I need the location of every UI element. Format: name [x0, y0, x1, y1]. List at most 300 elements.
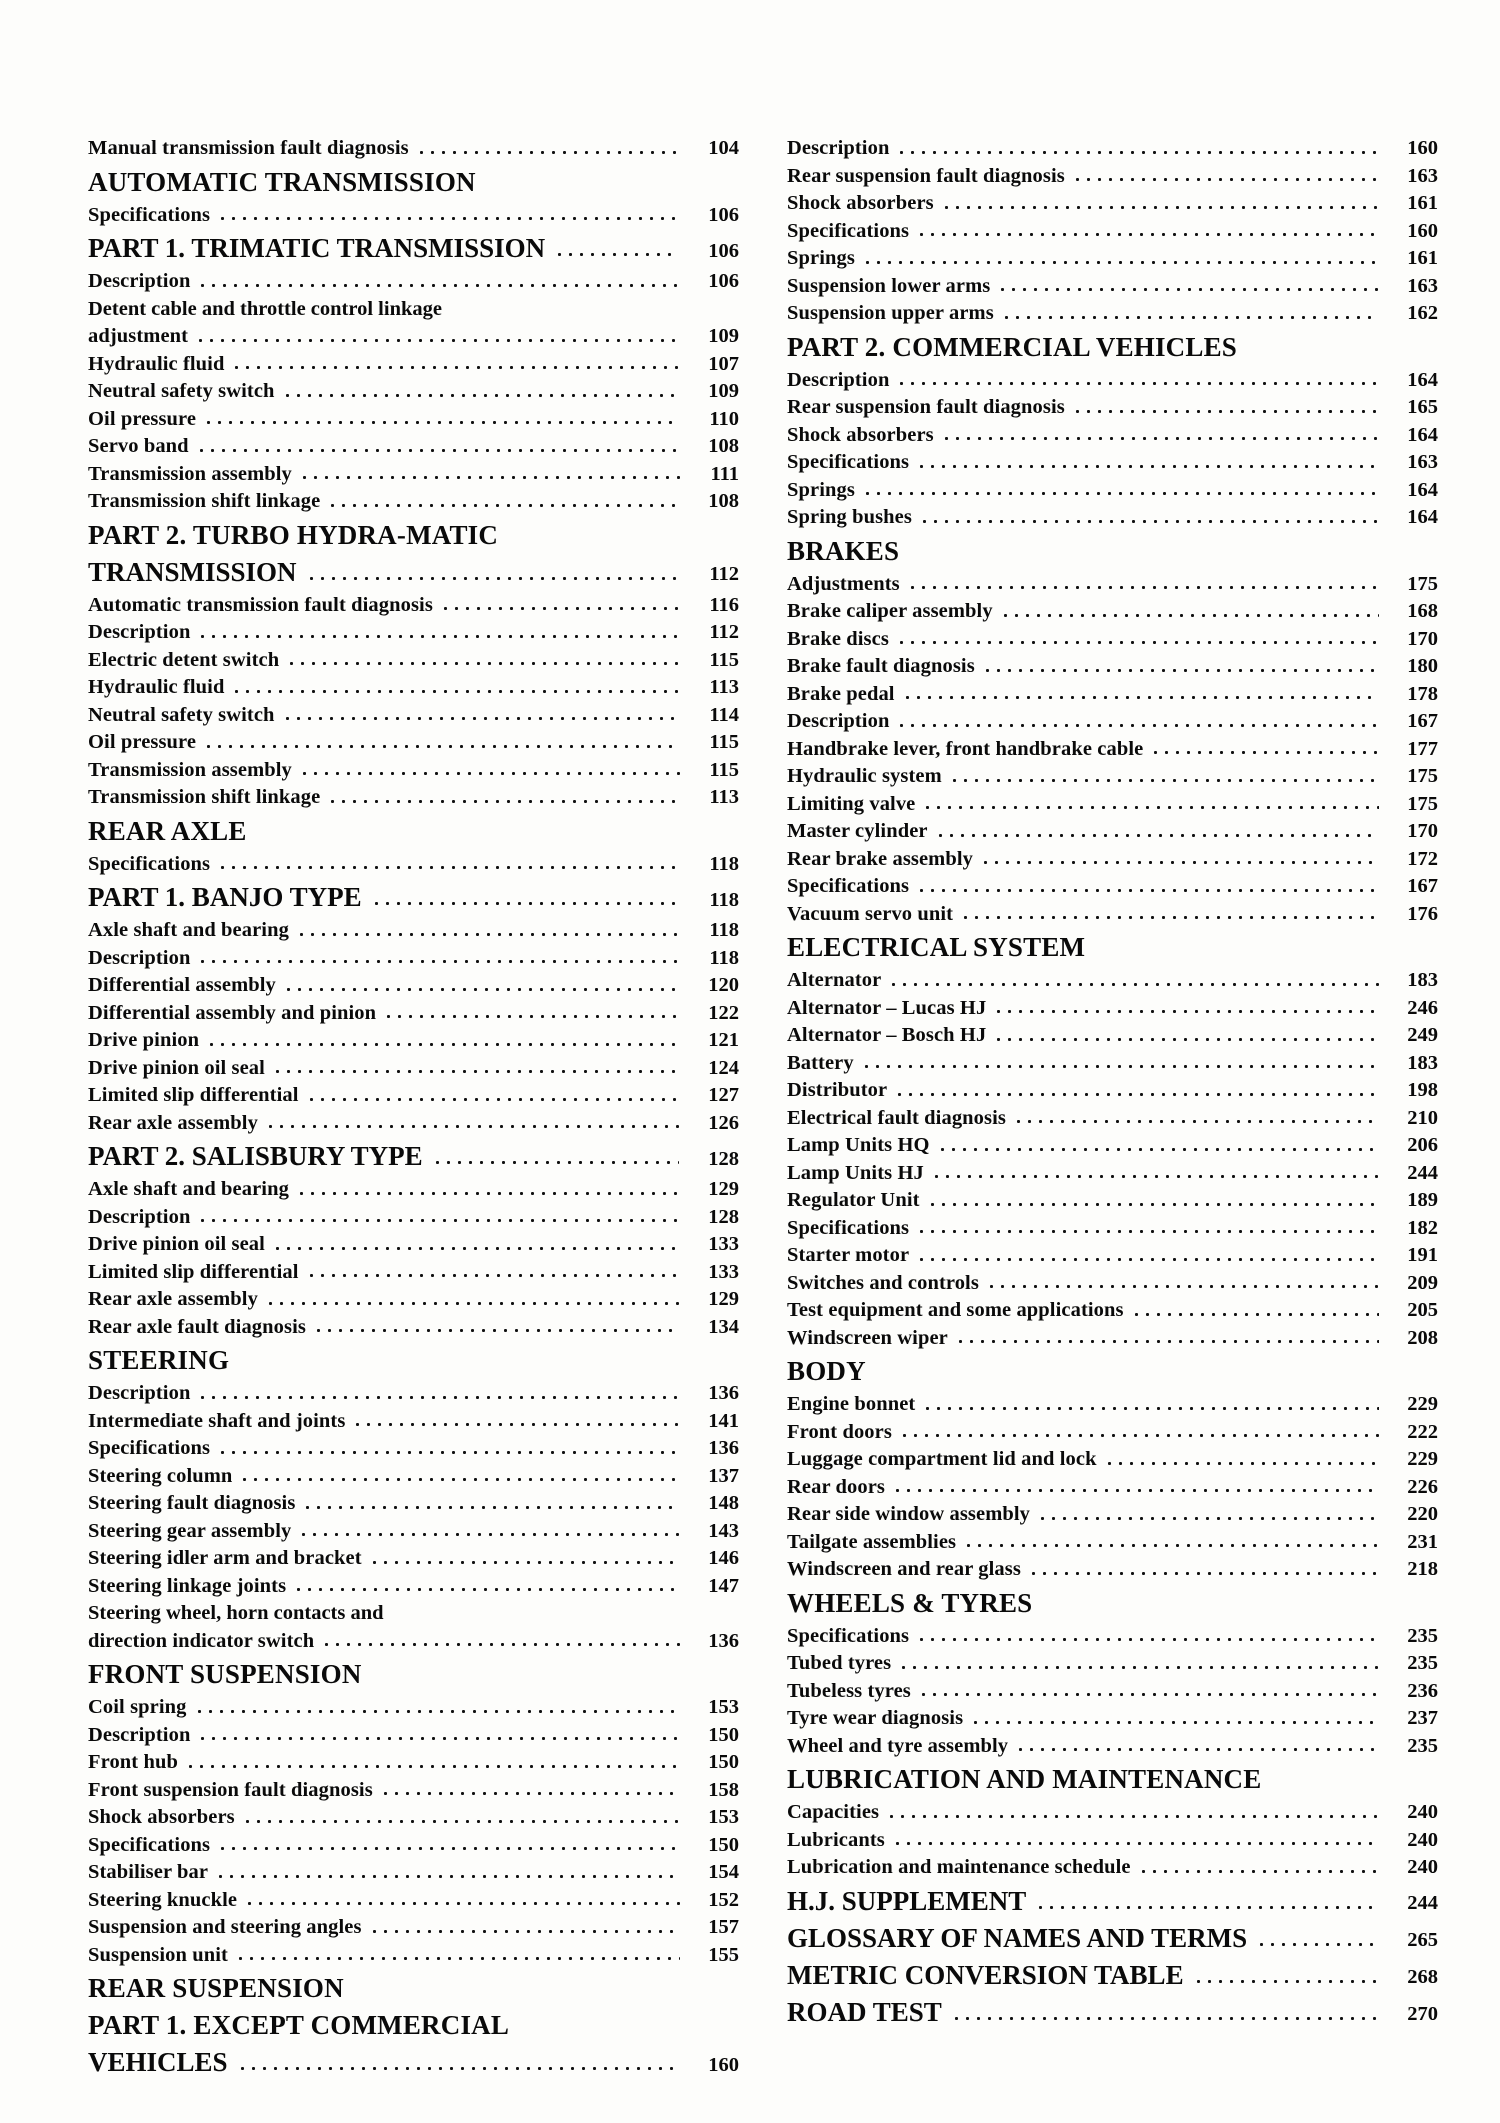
- toc-entry-label: Front hub: [88, 1751, 178, 1773]
- toc-entry[interactable]: [787, 1245, 1438, 1266]
- toc-entry[interactable]: [787, 1273, 1438, 1294]
- toc-entry-label: Handbrake lever, front handbrake cable: [787, 737, 1144, 760]
- dot-leader: [937, 1147, 1379, 1152]
- dot-leader: [369, 1929, 680, 1934]
- toc-entry-page-number: 112: [709, 621, 739, 643]
- toc-entry-label: Distributor: [787, 1079, 888, 1101]
- toc-entry-label: Electric detent switch: [88, 648, 280, 671]
- toc-entry-page-number: 175: [1407, 792, 1438, 815]
- toc-entry-label: Specifications: [787, 875, 910, 897]
- toc-entry[interactable]: [88, 1780, 739, 1801]
- toc-entry[interactable]: [88, 1548, 739, 1569]
- toc-entry[interactable]: [88, 948, 739, 969]
- toc-entry-page-number: 229: [1407, 1393, 1438, 1415]
- toc-entry[interactable]: [787, 507, 1438, 528]
- toc-entry[interactable]: [787, 1163, 1438, 1184]
- toc-entry-page-number: 180: [1407, 655, 1438, 677]
- toc-entry[interactable]: [88, 381, 739, 402]
- toc-heading-entry[interactable]: [88, 884, 739, 911]
- toc-entry[interactable]: [88, 1917, 739, 1938]
- toc-entry[interactable]: [787, 849, 1438, 870]
- toc-entry-label: Shock absorbers: [787, 192, 934, 214]
- toc-entry[interactable]: [787, 794, 1438, 815]
- toc-entry[interactable]: [787, 193, 1438, 214]
- toc-entry[interactable]: [88, 1752, 739, 1773]
- dot-leader: [265, 1301, 680, 1306]
- toc-entry[interactable]: [88, 409, 739, 430]
- section-heading: REAR SUSPENSION: [88, 1973, 344, 2003]
- section-heading: STEERING: [88, 1345, 230, 1375]
- toc-entry-page-number: 108: [708, 490, 739, 512]
- dot-leader: [299, 771, 680, 776]
- toc-entry[interactable]: [88, 1113, 739, 1134]
- section-heading: FRONT SUSPENSION: [88, 1659, 362, 1689]
- toc-entry-label: Windscreen and rear glass: [787, 1558, 1021, 1580]
- toc-heading-entry[interactable]: [88, 235, 739, 262]
- dot-leader: [949, 778, 1379, 783]
- toc-entry[interactable]: [88, 622, 739, 643]
- dot-leader: [1256, 1942, 1378, 1947]
- dot-leader: [1072, 177, 1379, 182]
- toc-entry-page-number: 244: [1407, 1161, 1438, 1184]
- toc-entry-label: Shock absorbers: [787, 423, 934, 446]
- toc-entry-page-number: 118: [709, 888, 739, 911]
- toc-entry-page-number: 129: [708, 1288, 739, 1310]
- toc-entry-page-number: 121: [708, 1029, 739, 1051]
- toc-entry-page-number: 136: [708, 1437, 739, 1459]
- toc-entry-page-number: 118: [709, 946, 739, 969]
- toc-entry[interactable]: [787, 425, 1438, 446]
- dot-leader: [306, 576, 679, 581]
- toc-entry[interactable]: [88, 1807, 739, 1828]
- toc-entry-label: Stabiliser bar: [88, 1861, 209, 1883]
- toc-entry-label: Front suspension fault diagnosis: [88, 1778, 373, 1801]
- toc-entry[interactable]: [88, 1411, 739, 1432]
- toc-entry-page-number: 235: [1407, 1652, 1438, 1674]
- dot-leader: [217, 216, 680, 221]
- toc-entry-page-number: 133: [708, 1233, 739, 1255]
- toc-entry[interactable]: [787, 574, 1438, 595]
- toc-entry-label: Tyre wear diagnosis: [787, 1707, 964, 1729]
- toc-entry-page-number: 154: [708, 1861, 739, 1883]
- toc-entry[interactable]: [787, 221, 1438, 242]
- toc-entry-page-number: 153: [708, 1696, 739, 1718]
- dot-leader: [892, 1841, 1379, 1846]
- dot-leader: [293, 1587, 680, 1592]
- toc-entry-page-number: 164: [1407, 478, 1438, 501]
- dot-leader: [935, 833, 1379, 838]
- toc-entry-page-number: 268: [1407, 1966, 1438, 1988]
- toc-entry-label: Wheel and tyre assembly: [787, 1734, 1009, 1757]
- entry-continuation-line: Detent cable and throttle control linkage: [88, 297, 442, 320]
- toc-entry[interactable]: [88, 1438, 739, 1459]
- toc-entry[interactable]: [88, 1058, 739, 1079]
- toc-entry-page-number: 163: [1407, 164, 1438, 187]
- toc-entry-label: adjustment: [88, 325, 189, 347]
- dot-leader: [197, 1395, 680, 1400]
- toc-entry-page-number: 157: [708, 1916, 739, 1938]
- toc-entry-label: Axle shaft and bearing: [88, 919, 289, 941]
- toc-entry-label: Description: [88, 621, 191, 643]
- toc-entry-page-number: 167: [1407, 875, 1438, 897]
- dot-leader: [899, 1433, 1379, 1438]
- toc-entry[interactable]: [787, 276, 1438, 297]
- toc-entry[interactable]: [88, 1262, 739, 1283]
- toc-entry-label: Starter motor: [787, 1244, 910, 1266]
- toc-entry[interactable]: [88, 138, 739, 159]
- dot-leader: [861, 1064, 1379, 1069]
- toc-entry[interactable]: [88, 1725, 739, 1746]
- toc-entry[interactable]: [787, 766, 1438, 787]
- toc-entry[interactable]: [88, 1862, 739, 1883]
- section-heading: PART 2. TURBO HYDRA-MATIC: [88, 519, 499, 550]
- toc-entry[interactable]: [88, 1030, 739, 1051]
- toc-entry[interactable]: [787, 1736, 1438, 1757]
- toc-entry[interactable]: [88, 1521, 739, 1542]
- toc-entry-page-number: 106: [708, 239, 739, 262]
- dot-leader: [997, 287, 1379, 292]
- toc-entry-page-number: 110: [709, 407, 739, 430]
- toc-entry-page-number: 161: [1407, 247, 1438, 269]
- toc-entry-label: Description: [88, 1382, 191, 1404]
- dot-leader: [239, 1477, 680, 1482]
- dot-leader: [941, 436, 1379, 441]
- toc-entry-label: Tubed tyres: [787, 1652, 892, 1674]
- toc-entry[interactable]: [88, 205, 739, 226]
- toc-entry-label: Lamp Units HQ: [787, 1134, 930, 1156]
- toc-entry-label: Hydraulic system: [787, 765, 942, 787]
- toc-entry[interactable]: [88, 1085, 739, 1106]
- toc-entry-page-number: 124: [708, 1056, 739, 1079]
- toc-entry[interactable]: [88, 1576, 739, 1597]
- toc-entry-page-number: 231: [1407, 1530, 1438, 1553]
- toc-entry-page-number: 113: [709, 676, 739, 698]
- toc-heading-entry[interactable]: [787, 1996, 1438, 2027]
- toc-entry-page-number: 147: [708, 1574, 739, 1597]
- dot-leader: [203, 420, 680, 425]
- toc-entry-label: Specifications: [88, 1833, 211, 1856]
- toc-entry-page-number: 122: [708, 1001, 739, 1024]
- toc-entry[interactable]: [787, 684, 1438, 705]
- dot-leader: [1138, 1869, 1379, 1874]
- dot-leader: [1001, 315, 1379, 320]
- toc-entry-label: Drive pinion: [88, 1029, 200, 1051]
- dot-leader: [922, 1406, 1379, 1411]
- toc-entry[interactable]: [88, 1317, 739, 1338]
- toc-entry-label: Suspension lower arms: [787, 274, 991, 297]
- toc-entry[interactable]: [787, 1218, 1438, 1239]
- toc-entry-label: Brake discs: [787, 627, 889, 650]
- toc-entry[interactable]: [787, 904, 1438, 925]
- toc-entry-page-number: 115: [709, 648, 739, 671]
- toc-entry[interactable]: [787, 1422, 1438, 1443]
- dot-leader: [302, 1505, 680, 1510]
- toc-entry[interactable]: [787, 1830, 1438, 1851]
- toc-entry[interactable]: [787, 1532, 1438, 1553]
- toc-entry-page-number: 170: [1407, 627, 1438, 650]
- toc-entry[interactable]: [787, 1080, 1438, 1101]
- toc-entry[interactable]: [787, 370, 1438, 391]
- toc-entry-label: Regulator Unit: [787, 1189, 920, 1211]
- dot-leader: [197, 283, 680, 288]
- toc-entry-label: Oil pressure: [88, 407, 197, 430]
- toc-entry-page-number: 160: [1407, 137, 1438, 159]
- toc-entry-label: Transmission shift linkage: [88, 490, 321, 512]
- toc-entry-label: Differential assembly and pinion: [88, 1001, 377, 1024]
- toc-entry-page-number: 178: [1407, 682, 1438, 705]
- dot-leader: [1193, 1979, 1378, 1984]
- toc-entry[interactable]: [88, 595, 739, 616]
- dot-leader: [197, 1218, 680, 1223]
- toc-entry-page-number: 150: [708, 1751, 739, 1773]
- toc-entry[interactable]: [88, 1945, 739, 1966]
- toc-entry[interactable]: [88, 491, 739, 512]
- toc-entry[interactable]: [787, 397, 1438, 418]
- toc-entry[interactable]: [787, 656, 1438, 677]
- dot-leader: [440, 606, 680, 611]
- toc-entry[interactable]: [88, 436, 739, 457]
- toc-heading-entry[interactable]: [787, 1959, 1438, 1990]
- toc-entry-page-number: 143: [708, 1519, 739, 1542]
- toc-entry-page-number: 109: [708, 325, 739, 347]
- toc-entry[interactable]: [787, 1449, 1438, 1470]
- toc-entry[interactable]: [88, 854, 739, 875]
- toc-entry-page-number: 141: [708, 1409, 739, 1432]
- toc-entry[interactable]: [787, 138, 1438, 159]
- dot-leader: [927, 1202, 1379, 1207]
- toc-entry-label: Vacuum servo unit: [787, 902, 954, 925]
- toc-entry-label: PART 1. TRIMATIC TRANSMISSION: [88, 233, 546, 263]
- toc-entry-label: TRANSMISSION: [88, 556, 297, 587]
- dot-leader: [298, 1532, 680, 1537]
- dot-leader: [980, 860, 1379, 865]
- toc-entry-label: Rear suspension fault diagnosis: [787, 164, 1065, 187]
- toc-entry-page-number: 208: [1407, 1326, 1438, 1349]
- toc-entry[interactable]: [88, 1697, 739, 1718]
- toc-entry[interactable]: [88, 1003, 739, 1024]
- dot-leader: [197, 634, 680, 639]
- toc-entry-label: Description: [88, 946, 191, 969]
- dot-leader: [383, 1014, 680, 1019]
- toc-entry-label: METRIC CONVERSION TABLE: [787, 1959, 1184, 1990]
- toc-entry[interactable]: [88, 1289, 739, 1310]
- toc-entry[interactable]: [88, 650, 739, 671]
- toc-entry-label: Windscreen wiper: [787, 1326, 948, 1349]
- toc-entry[interactable]: [88, 1179, 739, 1200]
- toc-entry-page-number: 115: [709, 758, 739, 781]
- section-heading: LUBRICATION AND MAINTENANCE: [787, 1764, 1262, 1794]
- toc-entry[interactable]: [88, 705, 739, 726]
- dot-leader: [993, 1009, 1379, 1014]
- toc-entry[interactable]: [787, 1190, 1438, 1211]
- toc-entry-page-number: 240: [1407, 1828, 1438, 1851]
- toc-entry[interactable]: [88, 787, 739, 808]
- toc-entry[interactable]: [787, 166, 1438, 187]
- toc-entry[interactable]: [787, 970, 1438, 991]
- toc-entry[interactable]: [787, 1857, 1438, 1878]
- dot-leader: [217, 1450, 680, 1455]
- toc-entry[interactable]: [88, 1466, 739, 1487]
- toc-entry-label: Engine bonnet: [787, 1393, 916, 1415]
- dot-leader: [272, 1246, 680, 1251]
- toc-entry[interactable]: [88, 677, 739, 698]
- toc-entry-label: Shock absorbers: [88, 1806, 235, 1828]
- toc-entry-page-number: 244: [1407, 1892, 1438, 1914]
- toc-entry[interactable]: [787, 998, 1438, 1019]
- toc-entry-label: Steering idler arm and bracket: [88, 1547, 362, 1569]
- toc-entry[interactable]: [787, 480, 1438, 501]
- toc-entry-page-number: 150: [708, 1833, 739, 1856]
- toc-entry-page-number: 163: [1407, 274, 1438, 297]
- toc-entry[interactable]: [88, 975, 739, 996]
- toc-entry-page-number: 164: [1407, 368, 1438, 391]
- toc-entry[interactable]: [787, 1708, 1438, 1729]
- toc-entry[interactable]: [787, 248, 1438, 269]
- toc-entry-label: Neutral safety switch: [88, 703, 275, 726]
- toc-entry-label: ROAD TEST: [787, 1996, 942, 2027]
- dot-leader: [217, 1846, 680, 1851]
- dot-leader: [916, 888, 1379, 893]
- dot-leader: [380, 1791, 680, 1796]
- dot-leader: [235, 1956, 680, 1961]
- toc-heading-entry[interactable]: [88, 2049, 739, 2076]
- dot-leader: [862, 491, 1379, 496]
- toc-entry[interactable]: [88, 920, 739, 941]
- toc-entry-label: Hydraulic fluid: [88, 676, 225, 698]
- toc-entry-page-number: 205: [1407, 1299, 1438, 1321]
- toc-entry[interactable]: [787, 1053, 1438, 1074]
- dot-leader: [955, 1339, 1379, 1344]
- toc-entry-label: Drive pinion oil seal: [88, 1233, 265, 1255]
- toc-entry-page-number: 167: [1407, 710, 1438, 732]
- dot-leader: [206, 1042, 680, 1047]
- toc-entry[interactable]: [88, 1835, 739, 1856]
- toc-entry[interactable]: [787, 1108, 1438, 1129]
- toc-entry-label: Specifications: [787, 219, 910, 242]
- toc-entry[interactable]: [787, 876, 1438, 897]
- dot-leader: [237, 2066, 679, 2071]
- toc-entry-label: Springs: [787, 247, 855, 269]
- toc-entry-page-number: 235: [1407, 1624, 1438, 1647]
- toc-entry[interactable]: [787, 1802, 1438, 1823]
- toc-heading-entry[interactable]: [88, 1143, 739, 1170]
- toc-entry[interactable]: [787, 1559, 1438, 1580]
- toc-entry-page-number: 115: [709, 731, 739, 753]
- toc-entry-page-number: 128: [708, 1147, 739, 1170]
- toc-entry-label: Specifications: [88, 1437, 211, 1459]
- toc-entry-label: Spring bushes: [787, 506, 912, 528]
- dot-leader: [1035, 1905, 1378, 1910]
- dot-leader: [918, 1692, 1379, 1697]
- toc-entry[interactable]: [88, 1631, 739, 1652]
- toc-entry-label: Manual transmission fault diagnosis: [88, 137, 409, 159]
- toc-entry[interactable]: [787, 1477, 1438, 1498]
- toc-entry[interactable]: [787, 1681, 1438, 1702]
- section-heading: PART 1. EXCEPT COMMERCIAL: [88, 2010, 510, 2040]
- toc-entry[interactable]: [88, 271, 739, 292]
- toc-entry[interactable]: [787, 1394, 1438, 1415]
- toc-entry[interactable]: [88, 354, 739, 375]
- toc-entry-page-number: 270: [1407, 2003, 1438, 2025]
- dot-leader: [244, 1901, 680, 1906]
- toc-entry[interactable]: [88, 326, 739, 347]
- toc-entry[interactable]: [787, 739, 1438, 760]
- toc-columns: [88, 138, 1438, 2085]
- toc-entry[interactable]: [88, 1234, 739, 1255]
- toc-entry[interactable]: [88, 760, 739, 781]
- toc-entry-page-number: 114: [709, 703, 739, 726]
- toc-entry[interactable]: [787, 1653, 1438, 1674]
- toc-entry[interactable]: [787, 711, 1438, 732]
- toc-entry[interactable]: [787, 1626, 1438, 1647]
- toc-entry[interactable]: [787, 1328, 1438, 1349]
- dot-leader: [286, 661, 680, 666]
- toc-entry[interactable]: [88, 732, 739, 753]
- dot-leader: [296, 1191, 680, 1196]
- toc-entry-label: Specifications: [787, 451, 910, 473]
- dot-leader: [1028, 1571, 1379, 1576]
- dot-leader: [554, 252, 679, 257]
- toc-entry[interactable]: [88, 464, 739, 485]
- toc-entry-page-number: 206: [1407, 1134, 1438, 1156]
- toc-entry-label: Alternator: [787, 969, 882, 991]
- toc-entry-page-number: 226: [1407, 1475, 1438, 1498]
- toc-entry[interactable]: [787, 303, 1438, 324]
- toc-entry-page-number: 175: [1407, 572, 1438, 595]
- section-heading: AUTOMATIC TRANSMISSION: [88, 166, 476, 197]
- dot-leader: [306, 1097, 680, 1102]
- toc-entry[interactable]: [88, 1890, 739, 1911]
- toc-heading-entry[interactable]: [787, 1922, 1438, 1953]
- toc-entry-label: Transmission assembly: [88, 462, 292, 485]
- dot-leader: [352, 1422, 680, 1427]
- toc-entry-page-number: 237: [1407, 1707, 1438, 1729]
- toc-entry-page-number: 128: [708, 1205, 739, 1228]
- toc-entry[interactable]: [787, 601, 1438, 622]
- toc-entry[interactable]: [88, 1207, 739, 1228]
- toc-column-left: [88, 138, 739, 2085]
- dot-leader: [265, 1124, 680, 1129]
- toc-entry[interactable]: [787, 1025, 1438, 1046]
- dot-leader: [1072, 409, 1379, 414]
- toc-entry-page-number: 175: [1407, 765, 1438, 787]
- toc-entry-label: Alternator – Lucas HJ: [787, 996, 987, 1019]
- toc-entry[interactable]: [787, 452, 1438, 473]
- dot-leader: [231, 365, 680, 370]
- toc-entry[interactable]: [88, 1383, 739, 1404]
- toc-entry-label: Rear brake assembly: [787, 847, 974, 870]
- toc-heading-entry[interactable]: [88, 556, 739, 587]
- dot-leader: [982, 668, 1379, 673]
- toc-entry-page-number: 168: [1407, 600, 1438, 622]
- toc-entry-label: Specifications: [787, 1624, 910, 1647]
- toc-entry[interactable]: [787, 821, 1438, 842]
- dot-leader: [327, 503, 680, 508]
- toc-entry-label: Tailgate assemblies: [787, 1530, 957, 1553]
- toc-entry[interactable]: [787, 1300, 1438, 1321]
- toc-entry-label: Adjustments: [787, 572, 900, 595]
- toc-heading-entry[interactable]: [787, 1885, 1438, 1916]
- toc-entry[interactable]: [88, 1493, 739, 1514]
- toc-entry[interactable]: [787, 1135, 1438, 1156]
- toc-entry-label: Rear axle fault diagnosis: [88, 1315, 306, 1338]
- toc-entry-page-number: 235: [1407, 1734, 1438, 1757]
- toc-entry[interactable]: [787, 1504, 1438, 1525]
- toc-entry[interactable]: [787, 629, 1438, 650]
- dot-leader: [432, 1160, 679, 1165]
- dot-leader: [907, 585, 1379, 590]
- dot-leader: [916, 1229, 1379, 1234]
